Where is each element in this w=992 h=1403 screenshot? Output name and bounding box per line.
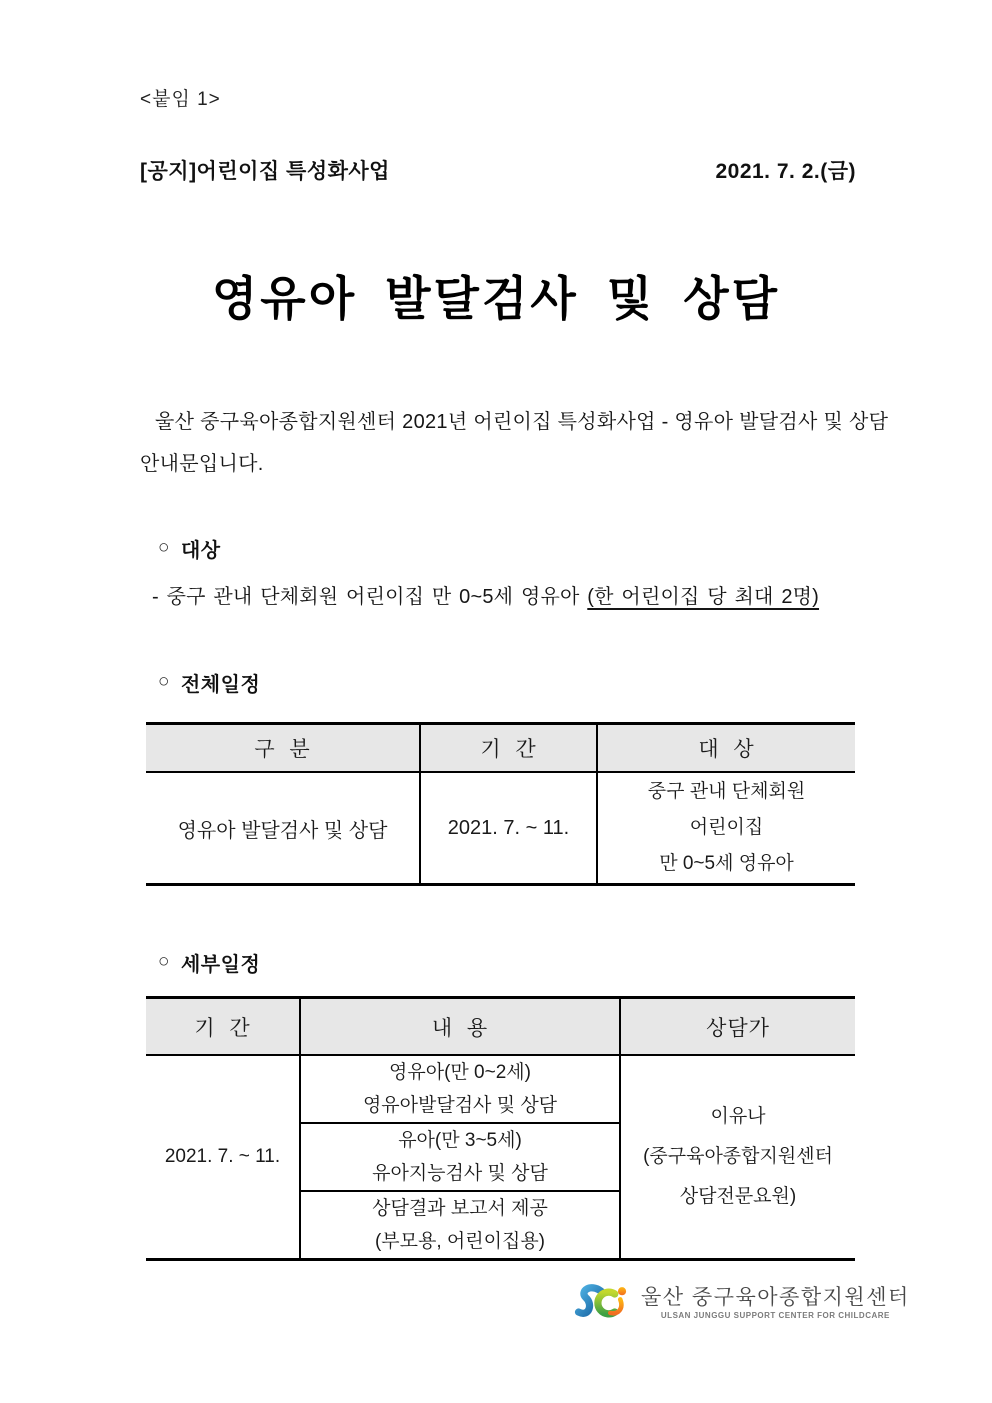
attachment-label: <붙임 1> — [140, 89, 221, 110]
circle-bullet-icon: ○ — [158, 671, 170, 692]
header-period: 기 간 — [146, 998, 300, 1056]
logo-korean-name: 울산 중구육아종합지원센터 — [641, 1286, 910, 1309]
cell-content-2 — [300, 1123, 620, 1191]
target-item — [152, 580, 868, 609]
page-title: 영유아 발달검사 및 상담 — [211, 272, 781, 325]
header-counselor: 상담가 — [620, 998, 855, 1056]
doc-date: 2021. 7. 2.(금) — [715, 160, 856, 183]
cell-target — [597, 772, 855, 885]
section-title-overall-schedule: 전체일정 — [180, 674, 261, 696]
header-period: 기 간 — [420, 724, 597, 773]
section-title-detail-schedule: 세부일정 — [180, 954, 261, 976]
counselor-line: 이유나 — [710, 1106, 766, 1127]
section-heading-target — [158, 534, 221, 563]
doc-header — [140, 155, 856, 185]
cell-period: 2021. 7. ~ 11. — [420, 772, 597, 885]
cell-category: 영유아 발달검사 및 상담 — [177, 819, 388, 842]
target-item-underlined: (한 어린이집 당 최대 2명) — [587, 586, 820, 608]
intro-line-2: 안내문입니다. — [140, 453, 264, 475]
cell-content-line: 유아지능검사 및 상담 — [372, 1163, 548, 1184]
overall-schedule-table — [146, 722, 855, 886]
childcare-center-logo-icon — [574, 1280, 632, 1326]
cell-content-line: 영유아(만 0~2세) — [389, 1062, 531, 1083]
target-item-text: - 중구 관내 단체회원 어린이집 만 0~5세 영유아 — [152, 586, 588, 608]
cell-period: 2021. 7. ~ 11. — [164, 1146, 281, 1167]
section-heading-detail-schedule — [158, 948, 260, 977]
footer-logo — [574, 1280, 910, 1326]
header-category: 구 분 — [146, 724, 420, 773]
doc-category: [공지]어린이집 특성화사업 — [140, 160, 390, 183]
circle-bullet-icon: ○ — [158, 537, 170, 558]
cell-counselor — [620, 1055, 855, 1260]
section-heading-overall-schedule — [158, 668, 260, 697]
cell-content-line: 상담결과 보고서 제공 — [372, 1198, 548, 1219]
logo-english-name: ULSAN JUNGGU SUPPORT CENTER FOR CHILDCARE — [660, 1311, 890, 1320]
header-content: 내 용 — [300, 998, 620, 1056]
intro-paragraph — [140, 401, 889, 485]
intro-line-1: 울산 중구육아종합지원센터 2021년 어린이집 특성화사업 - 영유아 발달검사 및 상담 — [155, 411, 889, 433]
cell-content-1 — [300, 1055, 620, 1123]
cell-target-line: 만 0~5세 영유아 — [659, 853, 794, 874]
cell-content-line: 영유아발달검사 및 상담 — [362, 1095, 558, 1116]
cell-target-line: 중구 관내 단체회원 — [647, 781, 806, 802]
header-target: 대 상 — [597, 724, 855, 773]
table-row — [146, 772, 855, 885]
detail-schedule-table — [146, 996, 855, 1261]
section-title-target: 대상 — [180, 540, 221, 562]
table-header-row — [146, 724, 855, 773]
cell-content-3 — [300, 1191, 620, 1260]
counselor-line: (중구육아종합지원센터 — [643, 1146, 833, 1167]
table-header-row — [146, 998, 855, 1056]
cell-target-line: 어린이집 — [689, 817, 764, 838]
cell-content-line: (부모용, 어린이집용) — [374, 1231, 546, 1252]
circle-bullet-icon: ○ — [158, 951, 170, 972]
logo-text — [641, 1286, 910, 1320]
counselor-line: 상담전문요원) — [679, 1186, 797, 1207]
cell-content-line: 유아(만 3~5세) — [398, 1130, 522, 1151]
table-row — [146, 1055, 855, 1123]
